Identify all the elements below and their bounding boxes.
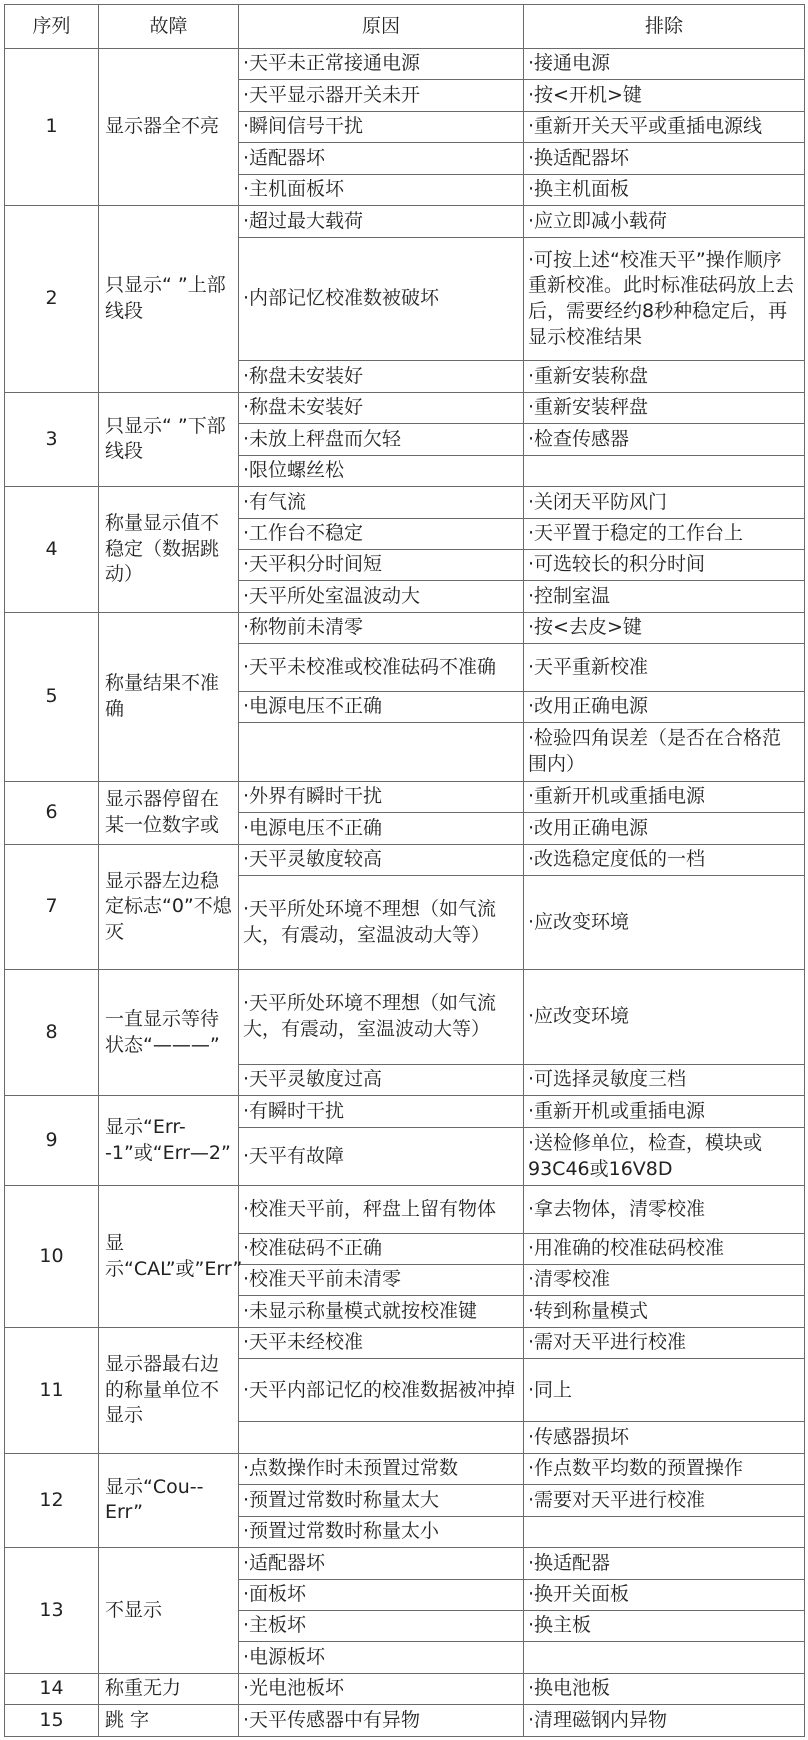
cause-cell: ·限位螺丝松 xyxy=(239,455,524,486)
fix-cell: ·换主板 xyxy=(524,1611,805,1642)
cause-cell: ·天平传感器中有异物 xyxy=(239,1705,524,1737)
cause-cell: ·点数操作时未预置过常数 xyxy=(239,1453,524,1484)
cause-cell: ·超过最大载荷 xyxy=(239,206,524,237)
row-number: 10 xyxy=(5,1186,99,1328)
cause-cell: ·未放上秤盘而欠轻 xyxy=(239,424,524,455)
row-number: 3 xyxy=(5,392,99,486)
fix-cell: ·转到称量模式 xyxy=(524,1296,805,1327)
row-number: 13 xyxy=(5,1548,99,1674)
table-row xyxy=(5,970,805,1064)
fix-cell: ·拿去物体，清零校准 xyxy=(524,1186,805,1233)
cause-cell: ·适配器坏 xyxy=(239,1548,524,1579)
fix-cell: ·清理磁钢内异物 xyxy=(524,1705,805,1737)
cause-cell: ·瞬间信号干扰 xyxy=(239,111,524,142)
fault-cell: 称量结果不准确 xyxy=(99,612,239,781)
cause-cell: ·主机面板坏 xyxy=(239,174,524,205)
cause-cell: ·校准天平前，秤盘上留有物体 xyxy=(239,1186,524,1233)
fault-cell: 显示“Err--1”或“Err—2” xyxy=(99,1096,239,1186)
fix-cell: ·天平置于稳定的工作台上 xyxy=(524,518,805,549)
row-number: 15 xyxy=(5,1705,99,1737)
fix-cell: ·传感器损坏 xyxy=(524,1422,805,1453)
cause-cell: ·天平未经校准 xyxy=(239,1327,524,1358)
fix-cell: ·关闭天平防风门 xyxy=(524,487,805,518)
table-row xyxy=(5,1673,805,1704)
fix-cell: ·重新开关天平或重插电源线 xyxy=(524,111,805,142)
table-row xyxy=(5,49,805,80)
cause-cell: ·未显示称量模式就按校准键 xyxy=(239,1296,524,1327)
fault-cell: 只显示“ ”下部线段 xyxy=(99,392,239,486)
header-cause: 原因 xyxy=(239,5,524,49)
fix-cell: ·可按上述“校准天平”操作顺序重新校准。此时标准砝码放上去后，需要经约8秒种稳定后，再显示校准结果 xyxy=(524,237,805,361)
fix-cell: ·重新安装称盘 xyxy=(524,361,805,392)
table-row xyxy=(5,206,805,237)
cause-cell: ·天平未校准或校准砝码不准确 xyxy=(239,644,524,691)
cause-cell: ·天平所处室温波动大 xyxy=(239,581,524,612)
fault-cell: 显示器停留在某一位数字或 xyxy=(99,781,239,844)
cause-cell: ·称盘未安装好 xyxy=(239,361,524,392)
table-body xyxy=(5,49,805,1737)
fix-cell: ·改用正确电源 xyxy=(524,813,805,844)
row-number: 12 xyxy=(5,1453,99,1547)
cause-cell: ·适配器坏 xyxy=(239,143,524,174)
cause-cell: ·天平积分时间短 xyxy=(239,550,524,581)
cause-cell: ·面板坏 xyxy=(239,1579,524,1610)
cause-cell: ·主板坏 xyxy=(239,1611,524,1642)
header-fix: 排除 xyxy=(524,5,805,49)
fix-cell: ·可选较长的积分时间 xyxy=(524,550,805,581)
fix-cell: ·清零校准 xyxy=(524,1265,805,1296)
fault-cell: 只显示“ ”上部线段 xyxy=(99,206,239,392)
cause-cell: ·天平未正常接通电源 xyxy=(239,49,524,80)
cause-cell: ·预置过常数时称量太大 xyxy=(239,1485,524,1516)
fix-cell: ·检验四角误差（是否在合格范围内） xyxy=(524,722,805,781)
cause-cell: ·预置过常数时称量太小 xyxy=(239,1516,524,1547)
fault-cell: 称量显示值不稳定（数据跳动） xyxy=(99,487,239,613)
fault-cell: 称重无力 xyxy=(99,1673,239,1704)
cause-cell: ·天平内部记忆的校准数据被冲掉 xyxy=(239,1359,524,1422)
row-number: 6 xyxy=(5,781,99,844)
fix-cell: ·换电池板 xyxy=(524,1673,805,1704)
fix-cell: ·接通电源 xyxy=(524,49,805,80)
cause-cell: ·内部记忆校准数被破坏 xyxy=(239,237,524,361)
cause-cell: ·天平灵敏度过高 xyxy=(239,1064,524,1095)
fix-cell: ·重新安装秤盘 xyxy=(524,392,805,423)
fix-cell: ·检查传感器 xyxy=(524,424,805,455)
fault-cell: 不显示 xyxy=(99,1548,239,1674)
fix-cell: ·天平重新校准 xyxy=(524,644,805,691)
table-row xyxy=(5,781,805,812)
cause-cell: ·有气流 xyxy=(239,487,524,518)
fault-cell: 显示“Cou--Err” xyxy=(99,1453,239,1547)
fault-cell: 跳 字 xyxy=(99,1705,239,1737)
cause-cell: ·外界有瞬时干扰 xyxy=(239,781,524,812)
fault-cell: 显示器左边稳定标志“0”不熄灭 xyxy=(99,844,239,970)
row-number: 7 xyxy=(5,844,99,970)
fault-cell: 显示“CAL”或”Err” xyxy=(99,1186,239,1328)
fix-cell: ·换适配器坏 xyxy=(524,143,805,174)
fix-cell: ·控制室温 xyxy=(524,581,805,612)
cause-cell: ·校准砝码不正确 xyxy=(239,1233,524,1264)
cause-cell: ·称物前未清零 xyxy=(239,612,524,643)
fix-cell: ·换适配器 xyxy=(524,1548,805,1579)
fault-cell: 显示器全不亮 xyxy=(99,49,239,206)
table-row xyxy=(5,1327,805,1358)
fix-cell: ·作点数平均数的预置操作 xyxy=(524,1453,805,1484)
row-number: 8 xyxy=(5,970,99,1096)
fix-cell: ·应立即减小载荷 xyxy=(524,206,805,237)
table-row xyxy=(5,487,805,518)
cause-cell: ·天平灵敏度较高 xyxy=(239,844,524,875)
fix-cell: ·重新开机或重插电源 xyxy=(524,781,805,812)
cause-cell: ·天平显示器开关未开 xyxy=(239,80,524,111)
fix-cell: ·同上 xyxy=(524,1359,805,1422)
cause-cell: ·校准天平前未清零 xyxy=(239,1265,524,1296)
fix-cell: ·送检修单位，检查，模块或93C46或16V8D xyxy=(524,1127,805,1186)
cause-cell: ·天平有故障 xyxy=(239,1127,524,1186)
table-row xyxy=(5,612,805,643)
cause-cell: ·电源板坏 xyxy=(239,1642,524,1673)
fix-cell: ·改选稳定度低的一档 xyxy=(524,844,805,875)
cause-cell: ·天平所处环境不理想（如气流大，有震动，室温波动大等） xyxy=(239,876,524,970)
row-number: 5 xyxy=(5,612,99,781)
fix-cell: ·按<去皮>键 xyxy=(524,612,805,643)
fix-cell: ·需要对天平进行校准 xyxy=(524,1485,805,1516)
cause-cell: ·称盘未安装好 xyxy=(239,392,524,423)
fix-cell: ·用准确的校准砝码校准 xyxy=(524,1233,805,1264)
table-row xyxy=(5,1548,805,1579)
table-row xyxy=(5,1186,805,1233)
cause-cell: ·光电池板坏 xyxy=(239,1673,524,1704)
row-number: 9 xyxy=(5,1096,99,1186)
cause-cell: ·工作台不稳定 xyxy=(239,518,524,549)
header-no: 序列 xyxy=(5,5,99,49)
table-row xyxy=(5,1453,805,1484)
cause-cell: ·有瞬时干扰 xyxy=(239,1096,524,1127)
table-row xyxy=(5,392,805,423)
row-number: 1 xyxy=(5,49,99,206)
header-fault: 故障 xyxy=(99,5,239,49)
fault-cell: 一直显示等待状态“———” xyxy=(99,970,239,1096)
fix-cell: ·应改变环境 xyxy=(524,876,805,970)
cause-cell: ·电源电压不正确 xyxy=(239,691,524,722)
fault-table xyxy=(4,4,805,1737)
row-number: 11 xyxy=(5,1327,99,1453)
row-number: 4 xyxy=(5,487,99,613)
header-row xyxy=(5,5,805,49)
fix-cell: ·换开关面板 xyxy=(524,1579,805,1610)
fix-cell: ·需对天平进行校准 xyxy=(524,1327,805,1358)
cause-cell: ·电源电压不正确 xyxy=(239,813,524,844)
fix-cell: ·重新开机或重插电源 xyxy=(524,1096,805,1127)
cause-cell xyxy=(239,1422,524,1453)
table-row xyxy=(5,1705,805,1737)
fault-cell: 显示器最右边的称量单位不显示 xyxy=(99,1327,239,1453)
fix-cell: ·换主机面板 xyxy=(524,174,805,205)
fix-cell: ·改用正确电源 xyxy=(524,691,805,722)
fix-cell: ·按<开机>键 xyxy=(524,80,805,111)
cause-cell xyxy=(239,722,524,781)
table-row xyxy=(5,1096,805,1127)
table-row xyxy=(5,844,805,875)
row-number: 2 xyxy=(5,206,99,392)
fix-cell: ·应改变环境 xyxy=(524,970,805,1064)
fix-cell xyxy=(524,1642,805,1673)
fix-cell xyxy=(524,1516,805,1547)
cause-cell: ·天平所处环境不理想（如气流大，有震动，室温波动大等） xyxy=(239,970,524,1064)
fix-cell xyxy=(524,455,805,486)
row-number: 14 xyxy=(5,1673,99,1704)
fix-cell: ·可选择灵敏度三档 xyxy=(524,1064,805,1095)
